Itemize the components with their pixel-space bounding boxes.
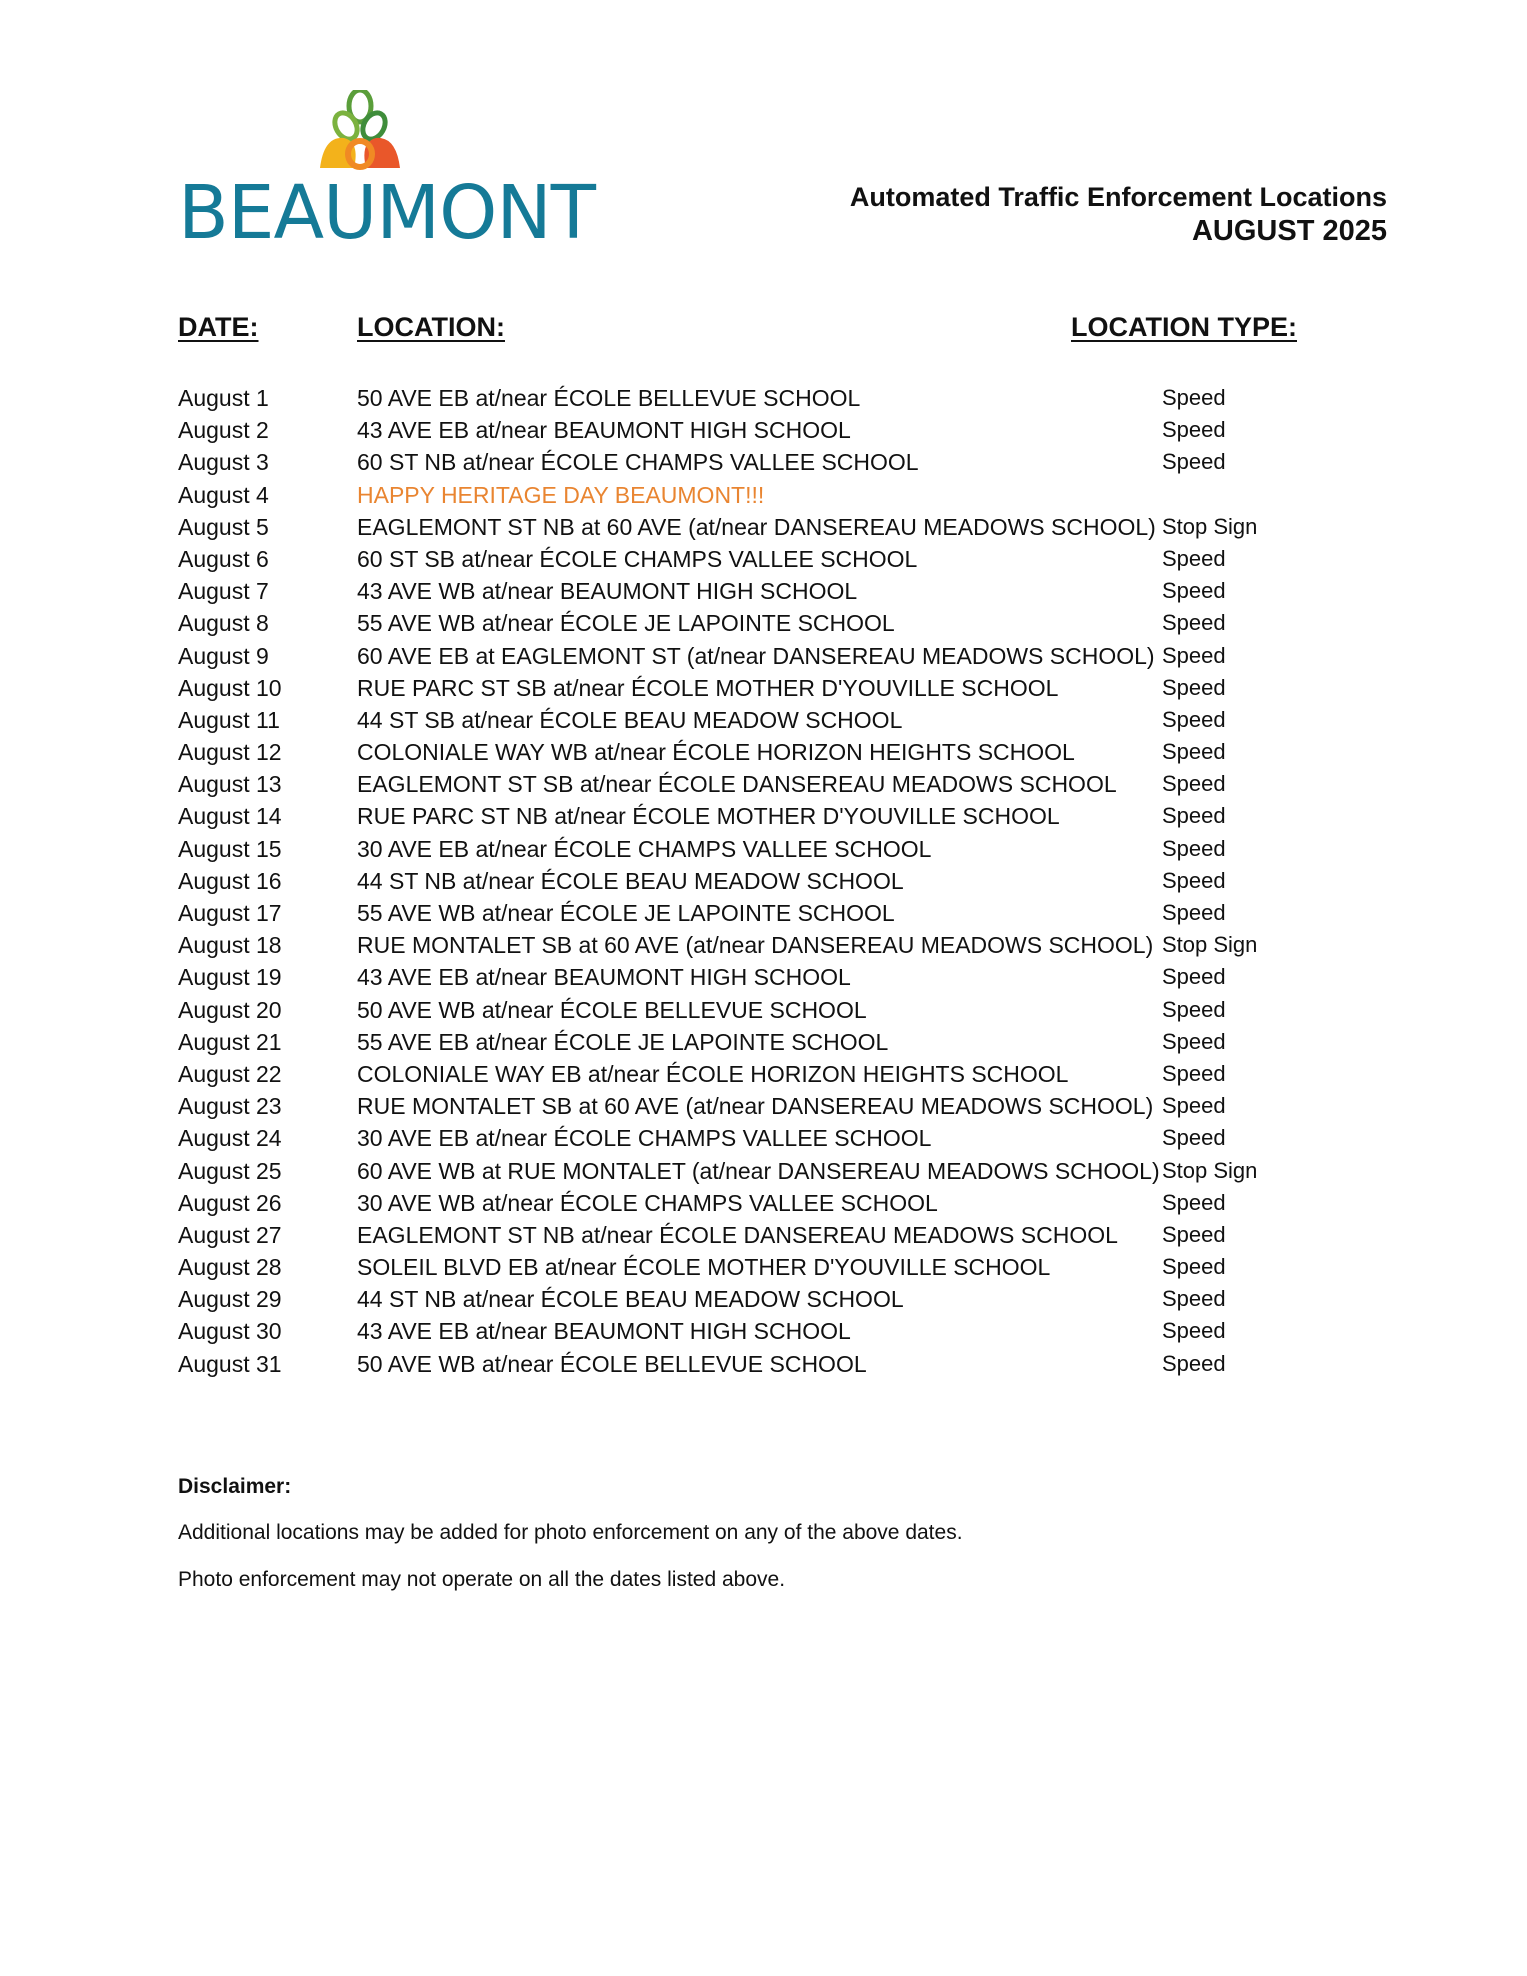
- row-location-type: Stop Sign: [1162, 932, 1258, 958]
- column-header-location-type: LOCATION TYPE:: [1071, 312, 1297, 342]
- table-row: [178, 1219, 1378, 1251]
- row-location-type: Speed: [1162, 545, 1226, 571]
- row-date: August 8: [178, 610, 269, 637]
- row-location: 43 AVE EB at/near BEAUMONT HIGH SCHOOL: [357, 1318, 851, 1345]
- row-location: 60 ST NB at/near ÉCOLE CHAMPS VALLEE SCHOOL: [357, 449, 919, 476]
- table-row: [178, 994, 1378, 1026]
- row-location: 60 AVE EB at EAGLEMONT ST (at/near DANSEREAU MEADOWS SCHOOL): [357, 642, 1155, 669]
- title-line-2: AUGUST 2025: [1191, 215, 1387, 247]
- row-date: August 12: [178, 739, 282, 766]
- row-location-type: Speed: [1162, 835, 1226, 861]
- row-date: August 17: [178, 900, 282, 926]
- row-location: RUE PARC ST SB at/near ÉCOLE MOTHER D'YOUVILLE SCHOOL: [357, 674, 1059, 701]
- row-date: August 30: [178, 1318, 282, 1345]
- row-location-type: Speed: [1162, 1060, 1226, 1086]
- row-location-type: Speed: [1162, 610, 1226, 636]
- title-line-1: Automated Traffic Enforcement Locations: [849, 182, 1387, 212]
- row-location-type: Stop Sign: [1162, 1157, 1258, 1183]
- row-location-type: Speed: [1162, 674, 1226, 700]
- row-date: August 15: [178, 835, 282, 862]
- table-row: [178, 865, 1378, 897]
- row-location: 50 AVE WB at/near ÉCOLE BELLEVUE SCHOOL: [357, 1350, 867, 1377]
- row-location: 44 ST NB at/near ÉCOLE BEAU MEADOW SCHOOL: [357, 867, 904, 894]
- row-location: 30 AVE EB at/near ÉCOLE CHAMPS VALLEE SCHOOL: [357, 1125, 932, 1152]
- row-location-type: Speed: [1162, 1028, 1226, 1054]
- row-date: August 31: [178, 1350, 282, 1377]
- row-date: August 27: [178, 1221, 282, 1248]
- row-location-type: Speed: [1162, 964, 1226, 990]
- row-location-type: Speed: [1162, 771, 1226, 797]
- table-row: [178, 414, 1378, 446]
- row-location: 55 AVE WB at/near ÉCOLE JE LAPOINTE SCHOOL: [357, 900, 895, 926]
- row-location-type: Speed: [1162, 642, 1226, 668]
- table-row: [178, 640, 1378, 672]
- row-location: EAGLEMONT ST NB at/near ÉCOLE DANSEREAU MEADOWS SCHOOL: [357, 1221, 1118, 1248]
- row-location: EAGLEMONT ST SB at/near ÉCOLE DANSEREAU MEADOWS SCHOOL: [357, 771, 1117, 798]
- row-location: 44 ST NB at/near ÉCOLE BEAU MEADOW SCHOOL: [357, 1286, 904, 1313]
- row-location-type: Speed: [1162, 1221, 1226, 1247]
- row-date: August 24: [178, 1125, 282, 1152]
- row-location: 43 AVE EB at/near BEAUMONT HIGH SCHOOL: [357, 964, 851, 991]
- row-location: COLONIALE WAY WB at/near ÉCOLE HORIZON HEIGHTS SCHOOL: [357, 739, 1075, 766]
- table-row: [178, 897, 1378, 929]
- row-location-type: Speed: [1162, 739, 1226, 765]
- row-date: August 1: [178, 385, 269, 411]
- table-row: [178, 1090, 1378, 1122]
- row-location: 50 AVE EB at/near ÉCOLE BELLEVUE SCHOOL: [357, 385, 861, 411]
- row-date: August 28: [178, 1254, 282, 1281]
- disclaimer-line-2: Photo enforcement may not operate on all the dates listed above.: [178, 1568, 786, 1591]
- row-date: August 3: [178, 449, 269, 476]
- table-row: [178, 672, 1378, 704]
- row-location-type: Speed: [1162, 385, 1226, 410]
- enforcement-schedule-table: [178, 382, 1378, 1380]
- row-date: August 29: [178, 1286, 282, 1313]
- table-row: [178, 446, 1378, 478]
- row-location: 55 AVE WB at/near ÉCOLE JE LAPOINTE SCHOOL: [357, 610, 895, 637]
- row-location: 60 ST SB at/near ÉCOLE CHAMPS VALLEE SCHOOL: [357, 545, 918, 572]
- table-row: [178, 1058, 1378, 1090]
- row-location-type: Speed: [1162, 867, 1226, 893]
- row-location-type: Speed: [1162, 1189, 1226, 1215]
- row-date: August 6: [178, 545, 269, 572]
- table-row: [178, 511, 1378, 543]
- row-location-type: Speed: [1162, 1318, 1226, 1344]
- row-date: August 2: [178, 417, 269, 444]
- logo-wordmark: BEAUMONT: [178, 170, 595, 256]
- row-date: August 10: [178, 674, 282, 701]
- row-location-type: Speed: [1162, 1125, 1226, 1151]
- row-location: HAPPY HERITAGE DAY BEAUMONT!!!: [357, 481, 765, 508]
- row-location: COLONIALE WAY EB at/near ÉCOLE HORIZON HEIGHTS SCHOOL: [357, 1060, 1069, 1087]
- column-header-location: LOCATION:: [357, 312, 505, 342]
- leaf-trefoil-icon: [314, 90, 406, 172]
- disclaimer: [178, 1475, 963, 1615]
- row-date: August 11: [178, 706, 280, 733]
- document-title: [850, 180, 1387, 248]
- row-location-type: Speed: [1162, 1254, 1226, 1280]
- row-location-type: Speed: [1162, 1286, 1226, 1312]
- row-date: August 26: [178, 1189, 282, 1216]
- table-row: [178, 961, 1378, 993]
- table-row: [178, 736, 1378, 768]
- table-row: [178, 575, 1378, 607]
- table-row: [178, 479, 1378, 511]
- row-location: EAGLEMONT ST NB at 60 AVE (at/near DANSEREAU MEADOWS SCHOOL): [357, 513, 1156, 540]
- row-date: August 4: [178, 481, 269, 508]
- table-row: [178, 833, 1378, 865]
- row-date: August 18: [178, 932, 282, 959]
- table-row: [178, 704, 1378, 736]
- row-location: RUE MONTALET SB at 60 AVE (at/near DANSEREAU MEADOWS SCHOOL): [357, 1093, 1154, 1120]
- row-location-type: Speed: [1162, 803, 1226, 829]
- row-location: 30 AVE EB at/near ÉCOLE CHAMPS VALLEE SCHOOL: [357, 835, 932, 862]
- table-row: [178, 382, 1378, 414]
- table-row: [178, 1348, 1378, 1380]
- row-location-type: Speed: [1162, 1093, 1226, 1119]
- table-row: [178, 1283, 1378, 1315]
- row-location: 60 AVE WB at RUE MONTALET (at/near DANSEREAU MEADOWS SCHOOL): [357, 1157, 1160, 1184]
- table-row: [178, 543, 1378, 575]
- column-header-date: DATE:: [178, 312, 259, 342]
- row-location: 55 AVE EB at/near ÉCOLE JE LAPOINTE SCHOOL: [357, 1028, 889, 1055]
- row-date: August 5: [178, 513, 269, 540]
- table-row: [178, 1187, 1378, 1219]
- table-row: [178, 929, 1378, 961]
- row-location: 44 ST SB at/near ÉCOLE BEAU MEADOW SCHOOL: [357, 706, 903, 733]
- table-row: [178, 1315, 1378, 1347]
- row-date: August 14: [178, 803, 282, 830]
- row-location-type: Speed: [1162, 417, 1226, 443]
- row-location: RUE PARC ST NB at/near ÉCOLE MOTHER D'YOUVILLE SCHOOL: [357, 803, 1060, 830]
- row-location-type: Speed: [1162, 900, 1226, 925]
- row-location: 43 AVE EB at/near BEAUMONT HIGH SCHOOL: [357, 417, 851, 444]
- table-row: [178, 607, 1378, 639]
- row-location-type: Speed: [1162, 449, 1226, 475]
- row-location: SOLEIL BLVD EB at/near ÉCOLE MOTHER D'YOUVILLE SCHOOL: [357, 1254, 1051, 1281]
- row-location: 30 AVE WB at/near ÉCOLE CHAMPS VALLEE SCHOOL: [357, 1189, 938, 1216]
- row-date: August 9: [178, 642, 269, 669]
- row-location-type: Speed: [1162, 706, 1226, 732]
- row-date: August 16: [178, 867, 282, 894]
- disclaimer-line-1: Additional locations may be added for photo enforcement on any of the above dates.: [178, 1521, 963, 1544]
- row-date: August 20: [178, 996, 282, 1023]
- row-location-type: Stop Sign: [1162, 513, 1258, 539]
- table-row: [178, 1251, 1378, 1283]
- row-date: August 22: [178, 1060, 282, 1087]
- table-row: [178, 1026, 1378, 1058]
- table-row: [178, 1122, 1378, 1154]
- row-date: August 13: [178, 771, 282, 798]
- row-location: RUE MONTALET SB at 60 AVE (at/near DANSEREAU MEADOWS SCHOOL): [357, 932, 1154, 959]
- row-location-type: Speed: [1162, 578, 1226, 604]
- row-date: August 7: [178, 578, 269, 605]
- row-date: August 21: [178, 1028, 282, 1055]
- disclaimer-title: Disclaimer:: [178, 1475, 292, 1498]
- row-location: 50 AVE WB at/near ÉCOLE BELLEVUE SCHOOL: [357, 996, 867, 1023]
- row-date: August 23: [178, 1093, 282, 1120]
- table-row: [178, 800, 1378, 832]
- table-row: [178, 768, 1378, 800]
- row-location-type: Speed: [1162, 996, 1226, 1022]
- row-location-type: Speed: [1162, 1350, 1226, 1376]
- table-row: [178, 1155, 1378, 1187]
- row-location: 43 AVE WB at/near BEAUMONT HIGH SCHOOL: [357, 578, 858, 605]
- row-date: August 19: [178, 964, 282, 991]
- beaumont-logo: [178, 90, 595, 256]
- row-date: August 25: [178, 1157, 282, 1184]
